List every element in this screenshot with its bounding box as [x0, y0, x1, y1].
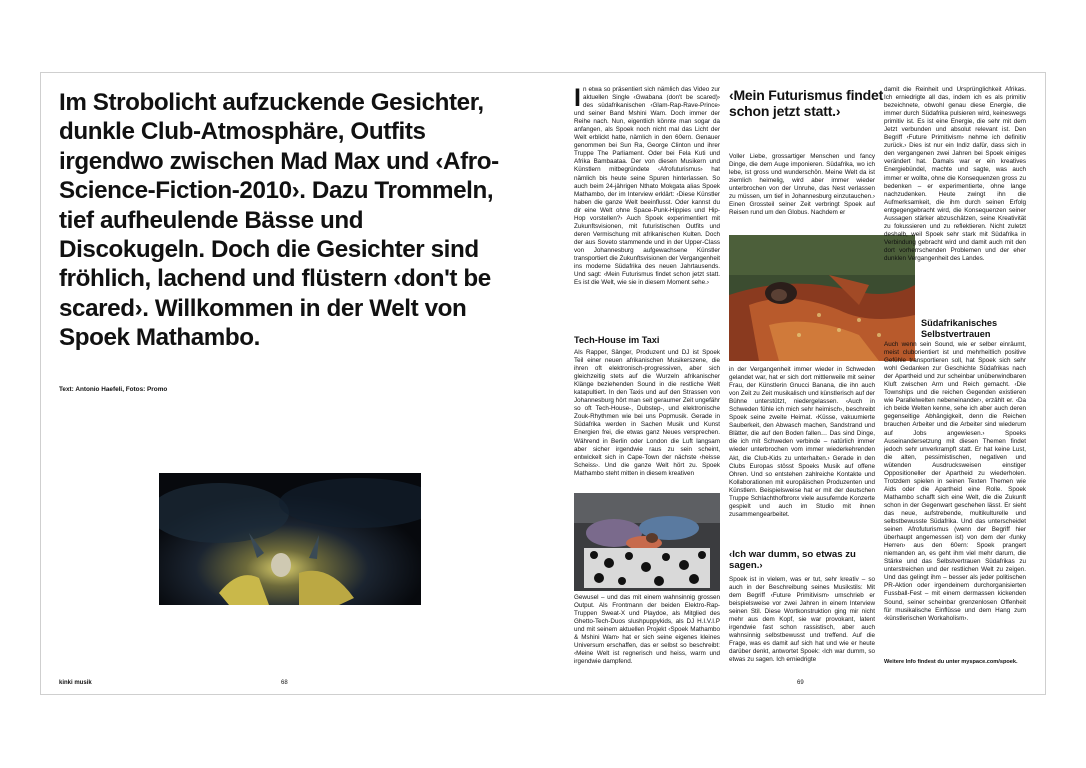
drop-cap: I: [574, 86, 581, 112]
page-number-left: 68: [281, 680, 288, 686]
footnote-myspace: Weitere Info findest du unter myspace.com/spoek.: [884, 659, 1018, 665]
column-3-bottom: Auch wenn sein Sound, wie er selber einräumt, meist cluborientiert ist und mehrheitlich positive Gefühle transportieren soll, hat Spoek sich sehr wohl Gedanken zur Geschichte Südafrikas nach der Apartheid und zur scheinbar unüberwindbaren Kluft zwischen Arm und Reich gemacht. ‹Die Townships und die reichen Gegenden existieren wie Parallelwelten nebeneinander›, erzählt er. ‹Da ich beide Welten kenne, sehe ich aber auch deren gegenseitige Abhängigkeit, denn die Reichen brauchen Arbeiter und die Arbeiter sind wiederum auf Jobs angewiesen.› Spoeks Auseinandersetzung mit diesen Themen findet jedoch sehr unverkrampft statt. Er hat keine Lust, die alten, pessimistischen, negativen und wütenden Ausdrucksweisen einstiger Oppositioneller der Apartheid zu wiederholen. Trotzdem spielen in seinen Texten Themen wie Aids oder die Apartheid eine Rolle. Spoek Mathambo schafft sich eine Welt, die die Zukunft schon in der Gegenwart geschehen lässt. Er sieht das neue, aufstrebende, multikulturelle und selbstbewusste Südafrika. Und das unterscheidet seinen Afrofuturismus (wenn der Begriff hier überhaupt angemessen ist) von dem der ‹funky Herren› aus den 60ern: Spoek prangert niemanden an, es geht ihm viel mehr darum, die Stärke und das Selbstvertrauen Südafrikas zu unterstreichen und der restlichen Welt zu zeigen. Und das gelingt ihm – besser als jeder politischen PR-Aktion oder irgendeinem durchorganisierten Fussball-Fest – mit einem dermassen kickenden Sound, seiner scheinbar grenzenlosen Offenheit für musikalische Einflüsse und dem Hang zum ‹künstlerischen Workaholism›.: [884, 341, 1026, 622]
subhead-tech-house: Tech-House im Taxi: [574, 335, 660, 345]
column-1-middle: Als Rapper, Sänger, Produzent und DJ ist Spoek Teil einer neuen afrikanischen Musikerszene, die ihren oft elektronisch-progressiven, aber sich gleichzeitig stets auf die Wurzeln afrikanischer Klänge beziehenden Sound in die restliche Welt katapultiert. In den Taxis und auf den Strassen von Johannesburg hört man seit geraumer Zeit ungefähr so oft Tech-House-, Dubstep-, und elektronische Zouk-Rhythmen wie bei uns Popmusik. Gerade in Südafrika werden in Sachen Musik und Kunst Energien frei, die etwas ganz Neues versprechen. Während in Berlin oder London die Luft langsam aber sicher irgendwie raus zu sein scheint, entwickelt sich in Cape-Town der nächste ‹heisse Scheiss›. Und die ganze Welt hört zu. Spoek Mathambo steht mitten in diesem kreativen: [574, 349, 720, 477]
pull-quote-dumm: ‹Ich war dumm, so etwas zu sagen.›: [729, 549, 856, 571]
group-costume-photo: [574, 493, 720, 591]
column-2-bottom: Spoek ist in vielem, was er tut, sehr kreativ – so auch in der Beschreibung seines Musikstils: Mit dem Begriff ‹Future Primitivism› umschrieb er beispielsweise vor zwei Jahren in einem Interview seinen Stil. Diese Wortkonstruktion ging mir nicht mehr aus dem Kopf, sie war provokant, latent irgendwie fast schon rassistisch, aber auch wahnsinnig selbstbewusst und treffend. Auf die Frage, was es damit auf sich hat und wie er heute darüber denkt, antwortet Spoek: ‹Ich war dumm, so etwas zu sagen. Ich erniedrigte: [729, 576, 875, 664]
pull-quote-futurismus: ‹Mein Futurismus findet schon jetzt statt.›: [729, 87, 884, 119]
headline: Im Strobolicht aufzuckende Gesichter, dunkle Club-Atmosphäre, Outfits irgendwo zwischen Mad Max und ‹Afro-Science-Fiction-2010›. Dazu Trommeln, tief aufheulende Bässe und Discokugeln. Doch die Gesichter sind fröhlich, lachend und flüstern ‹don't be scared›. Willkommen in der Welt von Spoek Mathambo.: [59, 89, 499, 352]
column-2-top: Voller Liebe, grossartiger Menschen und fancy Dinge, die dem Auge imponieren. Südafrika, wo ich lebe, ist gross und wunderschön. Meine Welt da ist ziemlich heimelig, wird aber immer wieder unterbrochen von der Unruhe, das Nest verlassen zu müssen, um tief in Johannesburg einzutauchen.› Einen Grossteil seiner Zeit verbringt Spoek auf Reisen rund um den Globus. Nachdem er: [729, 153, 875, 217]
performer-portrait-photo: [159, 473, 421, 605]
subhead-selbstvertrauen: Südafrikanisches Selbstvertrauen: [921, 318, 998, 339]
column-1-body: n etwa so präsentiert sich nämlich das Video zur aktuellen Single ‹Gwabana (don't be scared)› des südafrikanischen ‹Glam-Rap-Rave-Prince› und seiner Band Mshini Wam. Doch immer der Reihe nach. Nun, eigentlich könnte man sogar da anfangen, als Spoek noch nicht mal das Licht der Welt erblickt hatte, nämlich in den 60ern. Genauer genommen bei Sun Ra, George Clinton und ihrer Truppe The Parliament. Oder bei Fela Kuti und Afrika Bambaataa. Der von diesen Musikern und Künstlern mitbegründete ‹Afrofuturismus› hat nämlich bis heute seine Spuren hinterlassen. So auch beim 24-jährigen Nthato Mokgata alias Spoek Mathambo, der im Interview erklärt: ‹Diese Künstler haben die ganze Welt beeinflusst. Oder kannst du dir eine Welt ohne Space-Punk-Hippies und Hip-Hop vorstellen?› Auch Spoek experimentiert mit Zukunftsvisionen, mit futuristischen Outfits und deren Vermischung mit afrikanischen Kulten. Doch der aus Soveto stammende und in der Upper-Class von Johannesburg aufgewachsene Künstler transportiert die Zukunftsvisionen der Vergangenheit ins moderne Südafrika des neuen Jahrtausends. Und sagt: ‹Mein Futurismus findet schon jetzt statt. Es ist die Welt, wie sie in diesem Moment sehe.›: [574, 86, 720, 287]
column-1-top: [574, 86, 720, 338]
magazine-spread: [40, 72, 1046, 695]
page-number-right: 69: [797, 680, 804, 686]
column-2-middle: in der Vergangenheit immer wieder in Schweden gelandet war, hat er sich dort mittlerweile mit seiner Frau, der Künstlerin Gnucci Banana, die ihn auch von Zeit zu Zeit musikalisch und künstlerisch auf der Bühne unterstützt, niedergelassen. ‹Auch in Schweden fühle ich mich sehr heimisch›, beschreibt Spoek seine zweite Heimat. ‹Küsse, vakuumierte Sauberkeit, den Abwasch machen, Sandstrand und Blätter, die auf den Boden fallen… Das sind Dinge, die ich mit Schweden verbinde – natürlich immer wieder unterbrochen vom immer wiederkehrenden Akt, die Club-Kids zu unterhalten.› Gerade in den Clubs Europas stösst Spoeks Musik auf offene Ohren. Und so entstehen zahlreiche Kontakte und Kollaborationen mit europäischen Produzenten und Künstlern. Beispielsweise hat er mit der deutschen Truppe Schlachthofbronx viele ausufernde Konzerte gespielt und auch im Studio mit ihnen zusammengearbeitet.: [729, 366, 875, 518]
column-1-bottom: Gewusel – und das mit einem wahnsinnig grossen Output. Als Frontmann der beiden Elektro-Rap-Truppen Sweat-X und Playdoe, als Mitglied des Ghetto-Tech-Duos slushpuppykids, als DJ H.I.V.I.P und mit seinem aktuellen Projekt ‹Spoek Mathambo & Mshini Wam› hat er sich seine eigenes kleines Universum erschaffen, das er selbst so beschreibt: ‹Meine Welt ist regnerisch und heiss, warm und irgendwie dampfend.: [574, 594, 720, 666]
credit-line: Text: Antonio Haefeli, Fotos: Promo: [59, 386, 168, 393]
footer-label: kinki musik: [59, 680, 92, 686]
column-3-top: damit die Reinheit und Ursprünglichkeit Afrikas. Ich erniedrigte all das, indem ich es als primitiv bezeichnete, obwohl genau diese Energie, die immer durch Südafrika pulsieren wird, keineswegs primitiv ist. Es ist eine Energie, die sehr mit dem Jetzt verbunden und absolut relevant ist. Den Begriff ‹Future Primitivism› nehme ich definitiv zurück.› Dies ist nur ein Indiz dafür, dass sich in den vergangenen zwei Jahren bei Spoek einiges verändert hat. Damals war er ein kreatives Energiebündel, machte und sagte, was auch immer er wollte, ohne die Konsequenzen gross zu bedenken – er experimentierte, ohne lange nachzudenken. Heute zwingt ihn die Aufmerksamkeit, die ihm durch seinen Erfolg entgegengebracht wird, die Konsequenzen seiner Aussagen stärker abzuschätzen, seine Kreativität zu fokussieren und zu reflektieren. Nicht zuletzt deshalb, weil Spoek sehr stark mit Südafrika in Verbindung gebracht wird und damit auch mit den dort vorherrschenden Problemen und der eher dunklen Vergangenheit des Landes.: [884, 86, 1026, 262]
